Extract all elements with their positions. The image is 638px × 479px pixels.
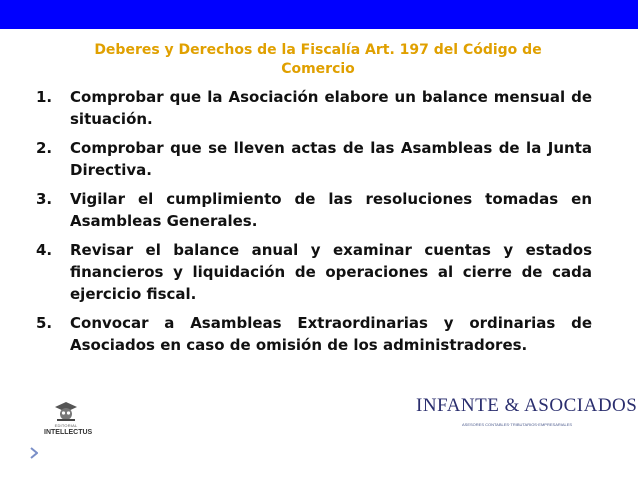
item-number: 3. xyxy=(36,190,53,208)
list-item xyxy=(36,137,592,181)
item-text: Comprobar que se lleven actas de las Asambleas de la Junta Directiva. xyxy=(70,139,592,179)
list-item xyxy=(36,312,592,356)
infante-asociados-logo xyxy=(414,393,638,433)
slide-title xyxy=(48,41,588,79)
brand-tagline: ASESORES CONTABLES·TRIBUTARIOS·EMPRESARIALES xyxy=(462,422,573,427)
item-text: Revisar el balance anual y examinar cuentas y estados financieros y liquidación de operaciones al cierre de cada ejercicio fiscal. xyxy=(70,241,592,303)
item-text: Comprobar que la Asociación elabore un balance mensual de situación. xyxy=(70,88,592,128)
item-number: 1. xyxy=(36,88,53,106)
list-item xyxy=(36,239,592,305)
logo-word: INTELLECTUS xyxy=(44,429,93,436)
item-text: Convocar a Asambleas Extraordinarias y ordinarias de Asociados en caso de omisión de los administradores. xyxy=(70,314,592,354)
item-number: 5. xyxy=(36,314,53,332)
logo-small-text: EDITORIAL xyxy=(54,423,78,428)
item-number: 2. xyxy=(36,139,53,157)
arrow-right-icon[interactable] xyxy=(30,447,38,459)
slide-title-line-2: Comercio xyxy=(281,61,355,77)
duties-list xyxy=(36,86,592,363)
list-item xyxy=(36,188,592,232)
brand-name: INFANTE & ASOCIADOS xyxy=(416,395,638,416)
top-bar xyxy=(0,0,638,29)
item-text: Vigilar el cumplimiento de las resoluciones tomadas en Asambleas Generales. xyxy=(70,190,592,230)
intellectus-logo xyxy=(44,400,93,440)
owl-emblem-icon xyxy=(52,400,80,422)
slide-title-line-1: Deberes y Derechos de la Fiscalía Art. 197 del Código de xyxy=(94,42,542,58)
item-number: 4. xyxy=(36,241,53,259)
list-item xyxy=(36,86,592,130)
